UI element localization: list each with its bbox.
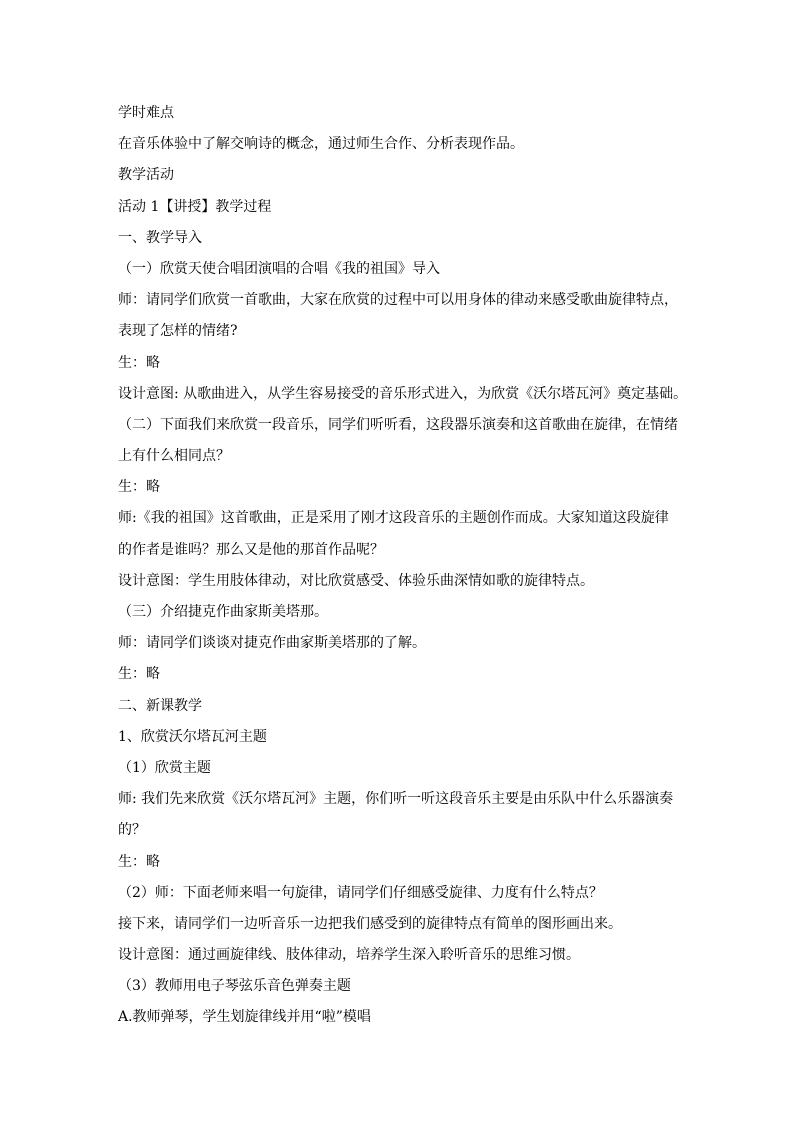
- paragraph: 师：请同学们欣赏一首歌曲，大家在欣赏的过程中可以用身体的律动来感受歌曲旋律特点，: [118, 292, 678, 309]
- subsection-heading: （3）教师用电子琴弦乐音色弹奏主题: [118, 978, 351, 995]
- subsection-heading: 1、欣赏沃尔塔瓦河主题: [118, 728, 267, 745]
- section-heading-new-lesson: 二、新课教学: [118, 697, 202, 714]
- paragraph: 生：略: [118, 354, 160, 371]
- paragraph: 在音乐体验中了解交响诗的概念，通过师生合作、分析表现作品。: [118, 136, 524, 153]
- paragraph: 的作者是谁吗？那么又是他的那首作品呢？: [118, 541, 384, 558]
- heading-teaching-activities: 教学活动: [118, 167, 174, 184]
- subsection-heading: （二）下面我们来欣赏一段音乐，同学们听听看，这段器乐演奏和这首歌曲在旋律，在情绪: [118, 416, 678, 433]
- paragraph: 师：请同学们谈谈对捷克作曲家斯美塔那的了解。: [118, 635, 426, 652]
- paragraph: 的？: [118, 822, 146, 839]
- paragraph: （2）师：下面老师来唱一句旋律，请同学们仔细感受旋律、力度有什么特点？: [118, 884, 603, 901]
- paragraph: 设计意图: 从歌曲进入，从学生容易接受的音乐形式进入，为欣赏《沃尔塔瓦河》奠定基础。: [118, 385, 688, 402]
- paragraph: 设计意图：通过画旋律线、肢体律动，培养学生深入聆听音乐的思维习惯。: [118, 947, 580, 964]
- subsection-heading: （1）欣赏主题: [118, 759, 211, 776]
- section-heading-intro: 一、教学导入: [118, 229, 202, 246]
- paragraph: 师:《我的祖国》这首歌曲，正是采用了刚才这段音乐的主题创作而成。大家知道这段旋律: [118, 510, 669, 527]
- heading-activity-1: 活动 1【讲授】教学过程: [118, 198, 272, 215]
- document-page: [118, 98, 688, 1034]
- paragraph: 生：略: [118, 666, 160, 683]
- paragraph: 表现了怎样的情绪?: [118, 323, 238, 340]
- paragraph: 上有什么相同点？: [118, 448, 230, 465]
- paragraph: A.教师弹琴，学生划旋律线并用“啦”模唱: [118, 1009, 371, 1026]
- paragraph: 生：略: [118, 479, 160, 496]
- subsection-heading: （一）欣赏天使合唱团演唱的合唱《我的祖国》导入: [118, 260, 440, 277]
- paragraph: 接下来，请同学们一边听音乐一边把我们感受到的旋律特点有简单的图形画出来。: [118, 915, 622, 932]
- paragraph: 师: 我们先来欣赏《沃尔塔瓦河》主题，你们听一听这段音乐主要是由乐队中什么乐器演奏: [118, 791, 674, 808]
- paragraph: 设计意图：学生用肢体律动，对比欣赏感受、体验乐曲深情如歌的旋律特点。: [118, 572, 594, 589]
- subsection-heading: （三）介绍捷克作曲家斯美塔那。: [118, 604, 328, 620]
- heading-teaching-difficulty: 学时难点: [118, 105, 174, 121]
- paragraph: 生：略: [118, 853, 160, 870]
